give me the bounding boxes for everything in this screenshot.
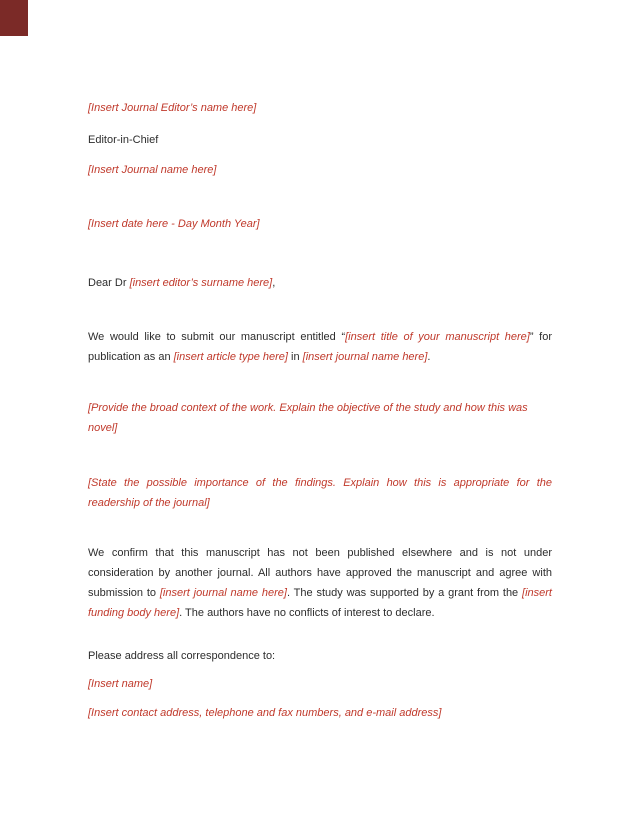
paragraph-submission-statement (88, 327, 552, 367)
cover-letter-body (88, 98, 552, 723)
placeholder-text: [Insert Journal name here] (88, 164, 217, 176)
paragraph-salutation (88, 273, 552, 293)
body-text: in (287, 351, 303, 363)
paragraph-correspondent-name (88, 674, 552, 694)
placeholder-text: [insert journal name here] (159, 587, 287, 599)
placeholder-text: [Insert name] (88, 678, 153, 690)
placeholder-text: [Provide the broad context of the work. Explain the objective of the study and how this was novel] (88, 402, 528, 434)
body-text: Dear Dr (88, 277, 130, 289)
paragraph-date (88, 214, 552, 234)
placeholder-text: [insert title of your manuscript here] (345, 331, 530, 343)
paragraph-confirmation-statement (88, 543, 552, 623)
placeholder-text: [Insert Journal Editor’s name here] (88, 102, 257, 114)
body-text: Please address all correspondence to: (88, 650, 276, 662)
paragraph-correspondence-intro (88, 646, 552, 666)
placeholder-text: [insert article type here] (173, 351, 288, 363)
placeholder-text: [insert journal name here] (302, 351, 428, 363)
page-corner-artifact (0, 0, 28, 36)
paragraph-journal-name (88, 160, 552, 180)
paragraph-correspondent-contact (88, 703, 552, 723)
body-text: . The authors have no conflicts of interest to declare. (179, 607, 435, 619)
paragraph-editor-title (88, 130, 552, 150)
body-text: . The study was supported by a grant from the (286, 587, 523, 599)
body-text: , (272, 277, 276, 289)
paragraph-importance-prompt (88, 473, 552, 513)
paragraph-context-prompt (88, 398, 552, 438)
placeholder-text: [State the possible importance of the findings. Explain how this is appropriate for the readership of the journal] (88, 477, 552, 509)
body-text: ” for publication as an (88, 331, 553, 363)
placeholder-text: [insert editor’s surname here] (129, 277, 273, 289)
placeholder-text: [insert funding body here] (88, 587, 552, 619)
placeholder-text: [Insert date here - Day Month Year] (88, 218, 260, 230)
body-text: . (427, 351, 431, 363)
placeholder-text: [Insert contact address, telephone and fax numbers, and e-mail address] (88, 707, 442, 719)
body-text: We would like to submit our manuscript entitled “ (88, 331, 346, 343)
body-text: We confirm that this manuscript has not been published elsewhere and is not under consideration by another journal. All authors have approved the manuscript and agree with submission to (88, 547, 552, 599)
body-text: Editor-in-Chief (88, 134, 159, 146)
paragraph-editor-name (88, 98, 552, 118)
